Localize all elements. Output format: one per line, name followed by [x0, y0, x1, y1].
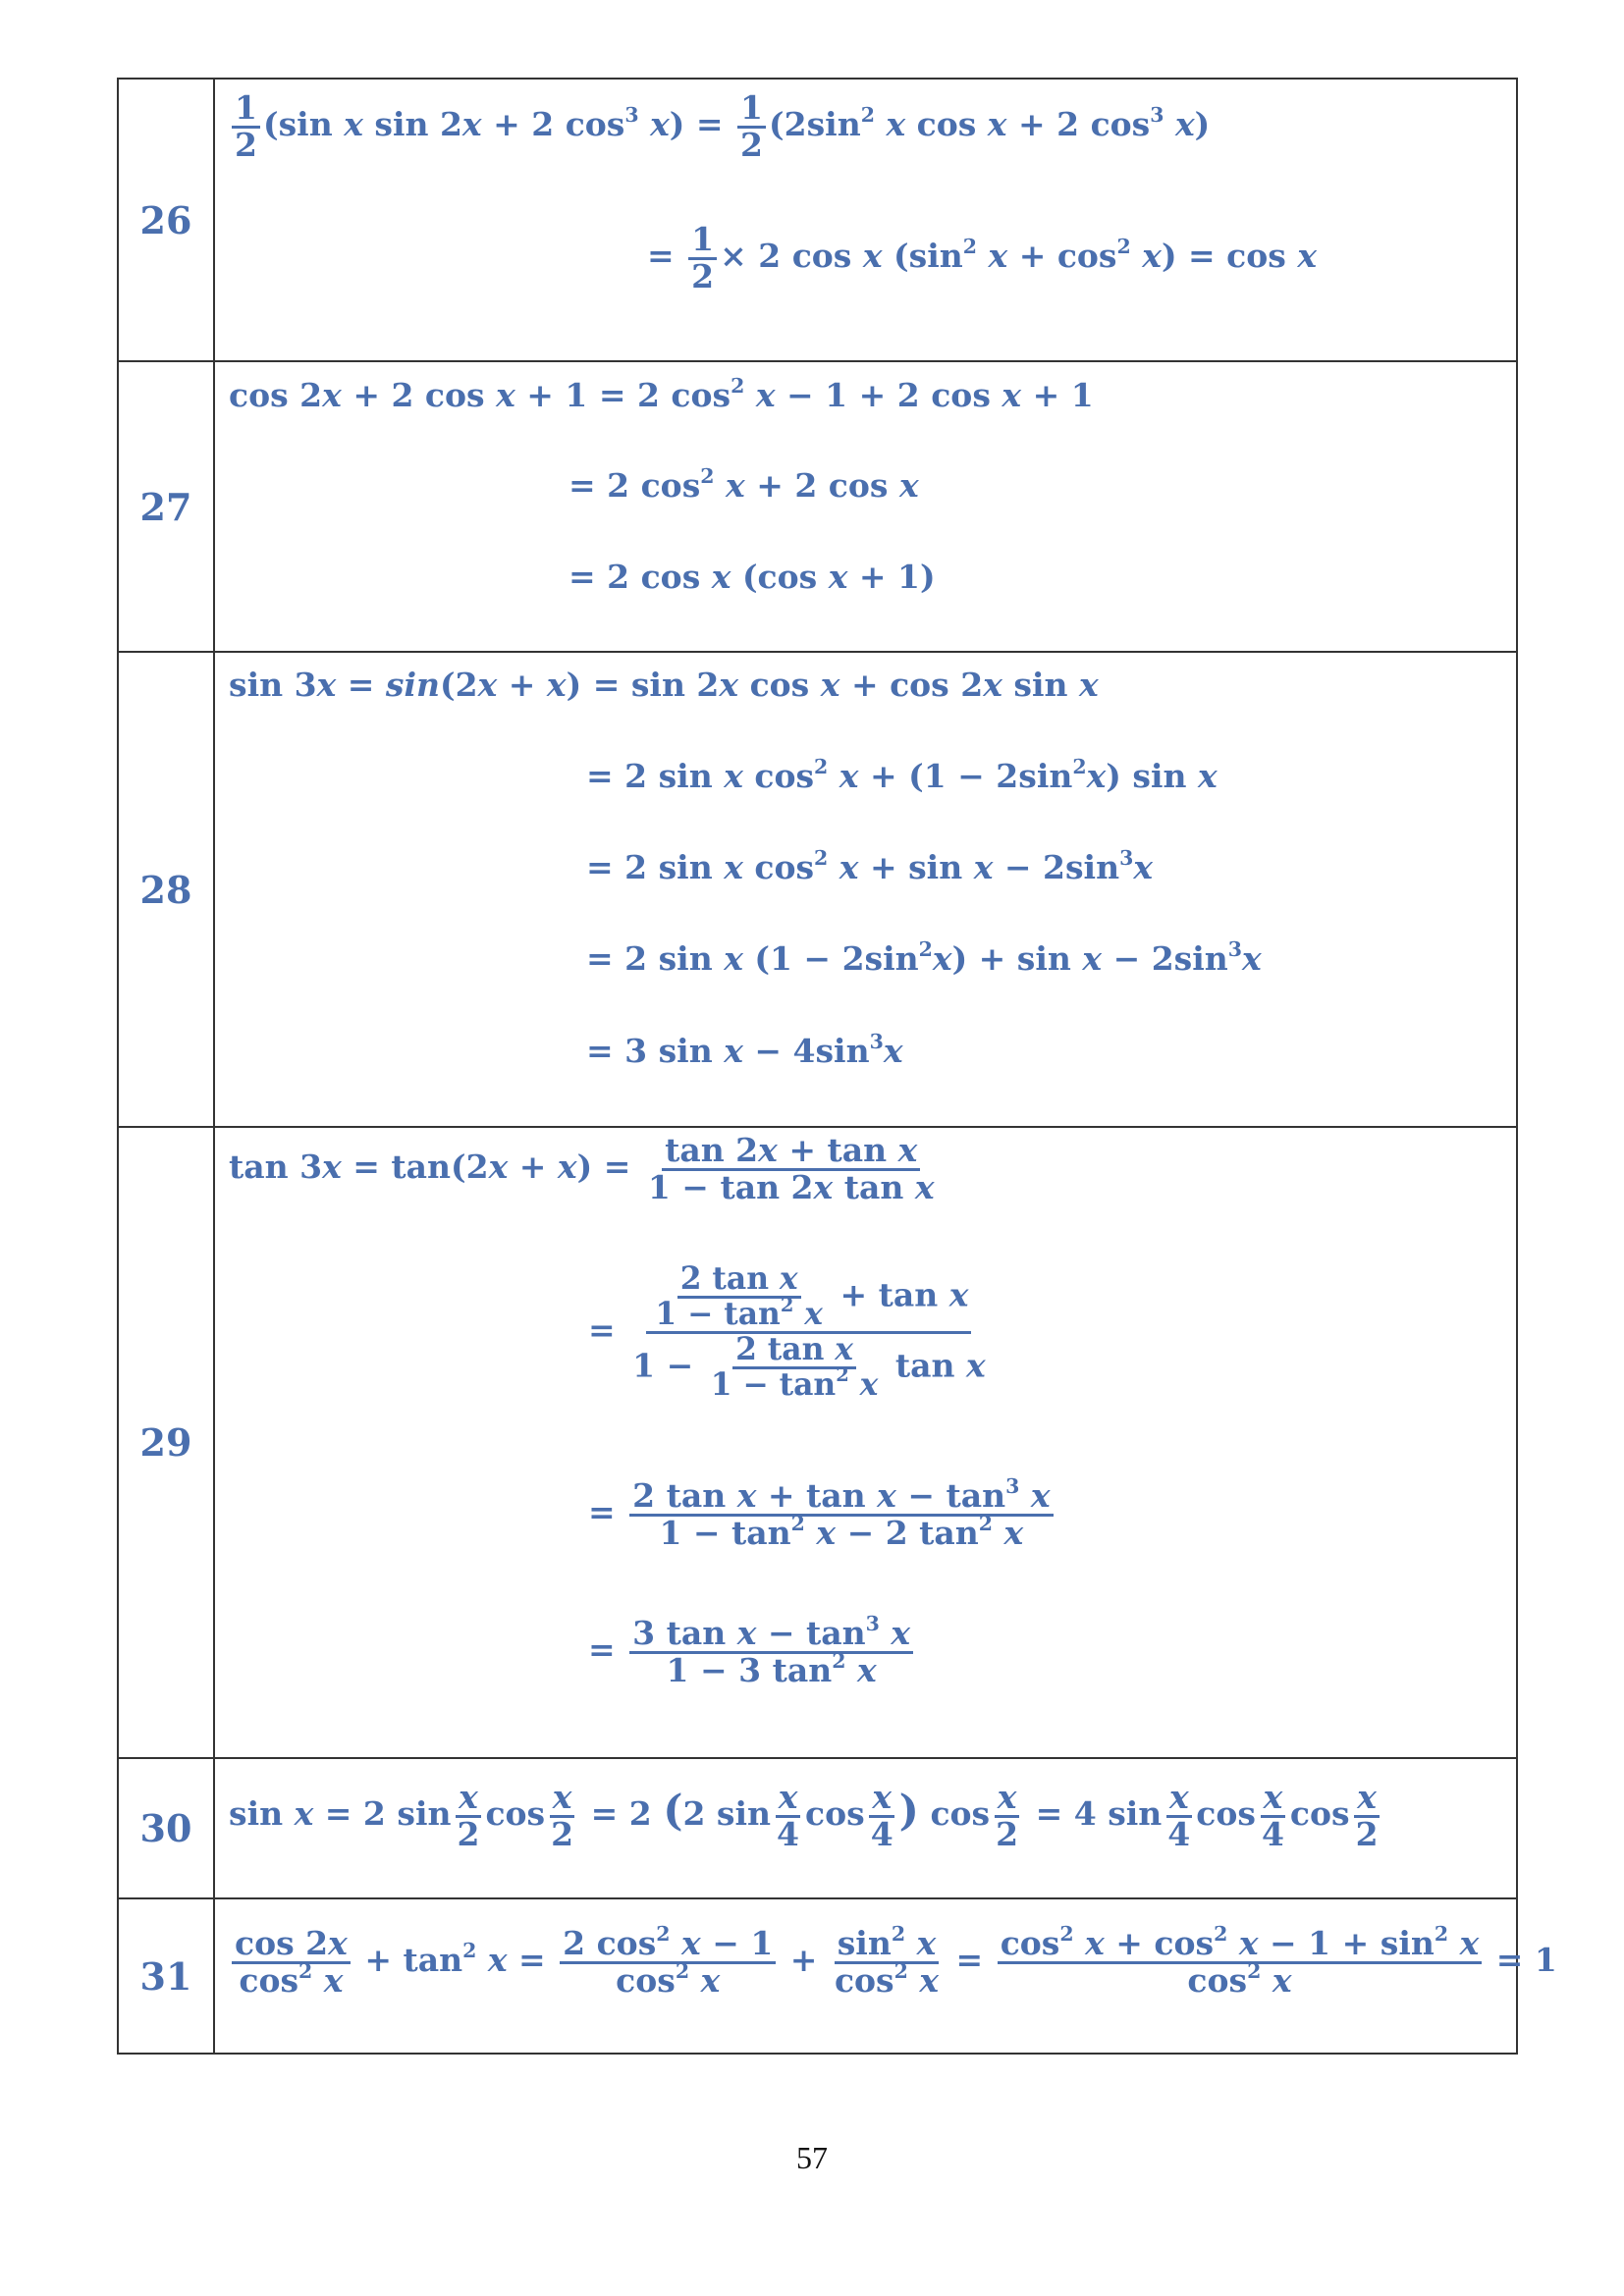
row-number: 29 — [118, 1127, 214, 1758]
identity-table — [117, 78, 1557, 2055]
page-number: 57 — [796, 2140, 828, 2175]
table-row — [118, 652, 1517, 1127]
row-number: 27 — [118, 361, 214, 652]
equation-line: = 2 $\cos^2 x + 2$ cos x — [568, 463, 919, 505]
equation-line: = $\frac{\text{2 tan x}}{1 - \tan^2 x}$ + tan x 1 − $\frac{\text{2 tan x}}{1 - \tan^2 x}$ tan x — [588, 1261, 986, 1403]
equation-line: $\frac{1}{2}$ (sin x sin 2x + 2 $\cos^3 x$) = $\frac{1}{2}$ ($2\sin^2$ x cos x + 2 $\cos^3 x$) — [229, 91, 1210, 162]
equation-line: = $\frac{2 \tan x + \tan x - \tan^3 x}{1 - \tan^2 x - 2 \tan^2 x}$ — [588, 1479, 1056, 1550]
equation-line: = $\frac{3 \tan x - \tan^3 x}{1 - 3 \tan^2 x}$ — [588, 1617, 916, 1687]
row-number: 26 — [118, 79, 214, 361]
row-content — [214, 652, 1517, 1127]
equation-line: = $\frac{1}{2}$ × 2 cos x ($\sin^2$ $x + \cos^2 x) = \cos x$ — [647, 220, 1318, 295]
row-content — [214, 79, 1517, 361]
equation-line: = 2 cos x (cos x + 1) — [568, 558, 936, 596]
table-row — [118, 361, 1517, 652]
row-number: 31 — [118, 1898, 214, 2054]
equation-line: cos 2x + 2 cos x + 1 = 2 $\cos^2 x - 1 + 2$ cos x + 1 — [229, 373, 1094, 414]
equation-line: = 2 sin x $(1 - 2\sin^2x) + \sin x - 2\sin^3x$ — [586, 936, 1262, 978]
table-row — [118, 1758, 1517, 1898]
row-number: 30 — [118, 1758, 214, 1898]
equation-line: tan 3x = tan(2x + x) = $\frac{\text{tan 2x + tan x}}{\text{1 − tan 2x tan x}}$ — [229, 1131, 935, 1206]
equation-line: = 2 sin x $\cos^2 x + (1 - 2\sin^2x)$ sin x — [586, 754, 1218, 795]
equation-line: = 3 $\sin x - 4\sin^3x$ — [586, 1029, 903, 1070]
table-row — [118, 1898, 1517, 2054]
row-number: 28 — [118, 652, 214, 1127]
equation-line: sin 3x = sin(2x + x) = sin 2x cos x + cos 2x sin x — [229, 666, 1099, 704]
equation-line: = 2 sin x $\cos^2 x + \sin x - 2\sin^3x$ — [586, 845, 1154, 886]
row-content — [214, 361, 1517, 652]
equation-line: $\frac{\cos 2x}{\cos^2 x}$ + $\tan^2 x$ = $\frac{2 \cos^2 x - 1}{\cos^2 x}$ + $\frac{\sin^2 x}{\cos^2 x}$ = $\frac{\cos^2 x + \cos^2 x - 1 + \sin^2 x}{\cos^2 x}$ = 1 — [229, 1927, 1557, 1998]
table-row — [118, 1127, 1517, 1758]
row-content — [214, 1898, 1557, 2054]
row-content — [214, 1127, 1517, 1758]
equation-line: sin x = 2 sin $\frac{x}{2}$ cos $\frac{x}{2}$ = 2 (2 sin $\frac{x}{4}$ cos $\frac{x}{4}$ ) cos $\frac{x}{2}$ = 4 sin $\frac{x}{4}$ cos $\frac{x}{4}$ cos $\frac{x}{2}$ — [229, 1778, 1379, 1853]
table-row — [118, 79, 1517, 361]
row-content — [214, 1758, 1517, 1898]
